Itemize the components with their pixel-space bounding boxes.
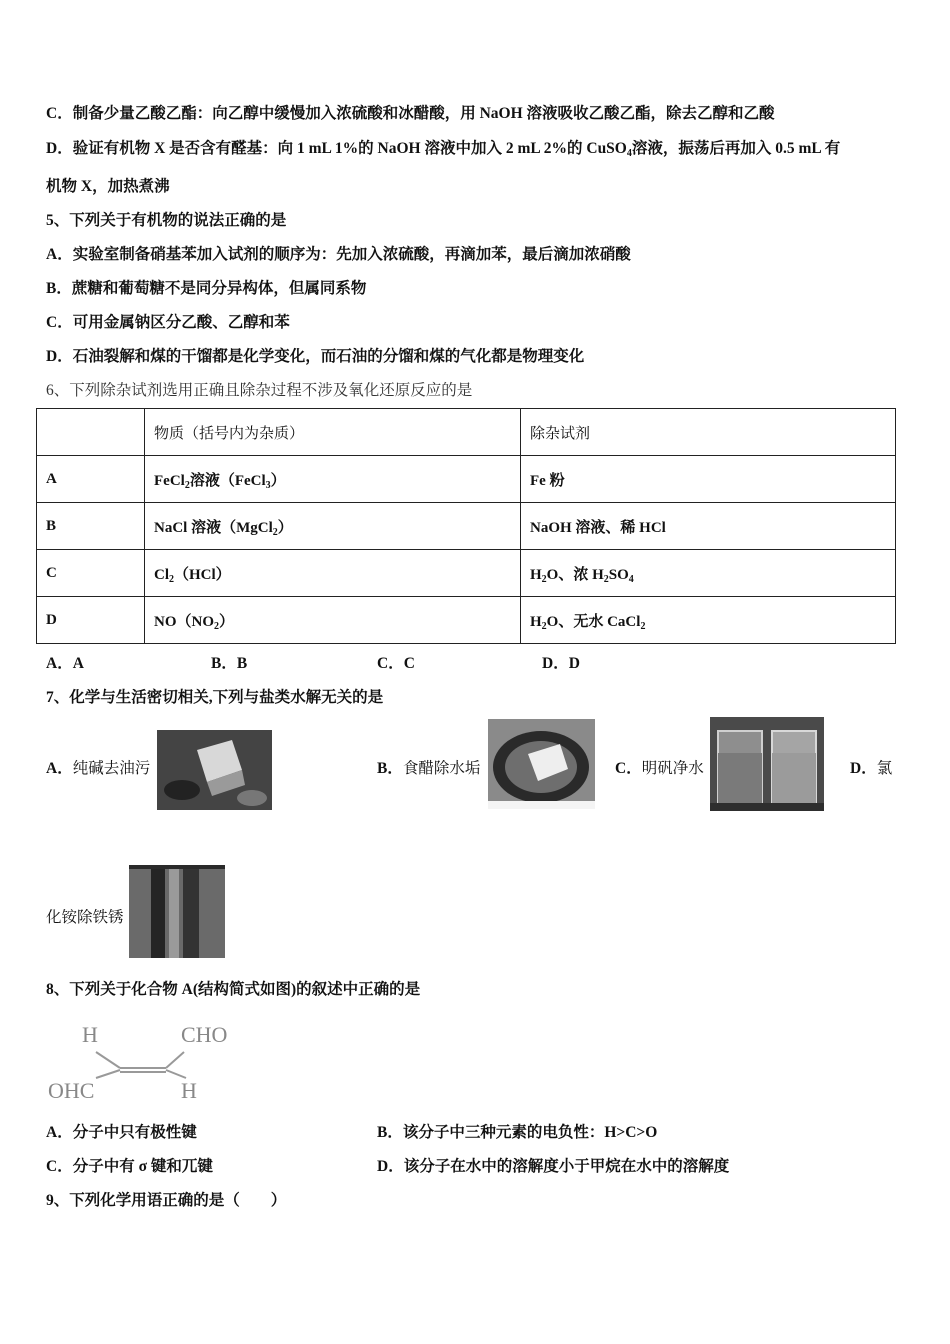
table-cell: B (37, 503, 145, 550)
q7-option-d-cont: 化铵除铁锈 (46, 909, 124, 926)
q4-option-d (46, 136, 840, 158)
subscript: 4 (628, 573, 634, 585)
cell-text: O、无水 CaCl (546, 613, 641, 630)
q8-option-d (377, 1154, 729, 1176)
subscript: 2 (640, 620, 646, 632)
q4-option-d-cont: 机物 X，加热煮沸 (46, 178, 170, 195)
option-label: D． (46, 140, 73, 157)
table-row (37, 503, 896, 550)
option-text: 氯 (876, 760, 893, 777)
q6-answer-b: B．B (211, 655, 248, 672)
table-header-row (37, 409, 896, 456)
cell-text: ） (277, 519, 293, 536)
group-ohc-bottom: OHC (48, 1078, 95, 1102)
cell-text: H (530, 566, 542, 583)
q6-answer-c: C．C (377, 655, 415, 672)
subscript: 2 (184, 479, 190, 491)
option-label: C． (615, 760, 642, 777)
cell-text: NO（NO (154, 613, 215, 630)
q5-option-b (46, 276, 366, 298)
structure-diagram (46, 1018, 241, 1102)
q8-option-a (46, 1120, 197, 1142)
q7-stem: 7、化学与生活密切相关,下列与盐类水解无关的是 (46, 689, 384, 706)
option-text: 蔗糖和葡萄糖不是同分异构体，但属同系物 (71, 280, 367, 297)
q4-option-c (46, 101, 775, 123)
header-text: 物质（括号内为杂质） (154, 425, 305, 442)
option-label: A． (46, 246, 73, 263)
atom-h-bottom: H (181, 1078, 197, 1102)
option-text: 纯碱去油污 (72, 760, 151, 777)
table-row (37, 456, 896, 503)
q7-option-b (377, 756, 480, 778)
q6-answer-a: A．A (46, 655, 84, 672)
q6-answer-d: D．D (542, 655, 580, 672)
q5-option-d (46, 344, 584, 366)
table-cell (521, 597, 896, 644)
option-label: A． (46, 1124, 73, 1141)
table-cell (145, 550, 521, 597)
option-text: 分子中有 σ 键和兀键 (72, 1158, 213, 1175)
q5-stem: 5、下列关于有机物的说法正确的是 (46, 212, 287, 229)
option-label: B． (377, 760, 403, 777)
option-label: B． (46, 280, 72, 297)
table-cell (145, 503, 521, 550)
option-label: C． (46, 105, 73, 122)
cell-text: O、浓 H (546, 566, 604, 583)
option-text: 验证有机物 X 是否含有醛基：向 1 mL 1%的 NaOH 溶液中加入 2 mL 2%的 CuSO (72, 140, 627, 157)
table-cell (145, 597, 521, 644)
option-label: D． (850, 760, 877, 777)
option-text: 溶液，振荡后再加入 0.5 mL 有 (631, 140, 841, 157)
option-text: 分子中只有极性键 (72, 1124, 197, 1141)
option-text: 明矾净水 (641, 760, 704, 777)
option-label: A． (46, 760, 73, 777)
cell-text: NaCl 溶液（MgCl (154, 519, 273, 536)
table-row (37, 550, 896, 597)
option-text: 制备少量乙酸乙酯：向乙醇中缓慢加入浓硫酸和冰醋酸，用 NaOH 溶液吸收乙酸乙酯，除去乙醇和乙酸 (72, 105, 775, 122)
option-label: D． (377, 1158, 404, 1175)
table-cell: Fe 粉 (521, 456, 896, 503)
option-label: C． (46, 314, 73, 331)
alum-beakers-photo (710, 717, 824, 811)
q8-option-c (46, 1154, 213, 1176)
soda-ash-photo (157, 730, 272, 810)
table-cell (145, 456, 521, 503)
q9-stem: 9、下列化学用语正确的是（ ） (46, 1192, 287, 1209)
option-text: 该分子中三种元素的电负性：H>C>O (402, 1124, 658, 1141)
option-label: D． (46, 348, 73, 365)
option-text: 石油裂解和煤的干馏都是化学变化，而石油的分馏和煤的气化都是物理变化 (72, 348, 585, 365)
subscript: 2 (169, 573, 174, 585)
option-text: 可用金属钠区分乙酸、乙醇和苯 (72, 314, 290, 331)
subscript: 2 (214, 620, 220, 632)
cell-text: H (530, 613, 542, 630)
table-header-cell (521, 409, 896, 456)
q5-option-a (46, 242, 631, 264)
option-label: C． (46, 1158, 73, 1175)
atom-h-top: H (82, 1022, 98, 1047)
cell-text: ） (219, 613, 235, 630)
q8-stem: 8、下列关于化合物 A(结构简式如图)的叙述中正确的是 (46, 981, 421, 998)
cell-text: 溶液（FeCl (189, 472, 266, 489)
q8-option-b (377, 1120, 657, 1142)
q7-option-a (46, 756, 150, 778)
q6-stem: 6、下列除杂试剂选用正确且除杂过程不涉及氧化还原反应的是 (46, 382, 473, 399)
subscript: 2 (541, 620, 547, 632)
subscript: 2 (603, 573, 609, 585)
table-cell: NaOH 溶液、稀 HCl (521, 503, 896, 550)
option-label: B． (377, 1124, 403, 1141)
kettle-photo (488, 719, 595, 809)
q5-option-c (46, 310, 290, 332)
option-text: 该分子在水中的溶解度小于甲烷在水中的溶解度 (403, 1158, 730, 1175)
table-cell (37, 409, 145, 456)
option-text: 实验室制备硝基苯加入试剂的顺序为：先加入浓硫酸，再滴加苯，最后滴加浓硝酸 (72, 246, 631, 263)
cell-text: FeCl (154, 472, 185, 489)
q6-table (36, 408, 896, 644)
cell-text: ） (270, 472, 286, 489)
header-text: 除杂试剂 (530, 425, 591, 442)
table-row (37, 597, 896, 644)
cell-text: SO (608, 566, 629, 583)
table-cell: D (37, 597, 145, 644)
table-cell: C (37, 550, 145, 597)
table-cell (521, 550, 896, 597)
table-header-cell (145, 409, 521, 456)
rust-removal-photo (129, 865, 225, 958)
q7-option-d (850, 756, 892, 778)
cell-text: （HCl） (174, 566, 231, 583)
subscript: 3 (265, 479, 271, 491)
q7-option-c (615, 756, 704, 778)
cell-text: Cl (154, 566, 169, 583)
subscript: 2 (272, 526, 278, 538)
table-cell: A (37, 456, 145, 503)
option-text: 食醋除水垢 (402, 760, 481, 777)
group-cho-top: CHO (181, 1022, 228, 1047)
subscript: 2 (541, 573, 547, 585)
subscript: 4 (626, 148, 632, 159)
